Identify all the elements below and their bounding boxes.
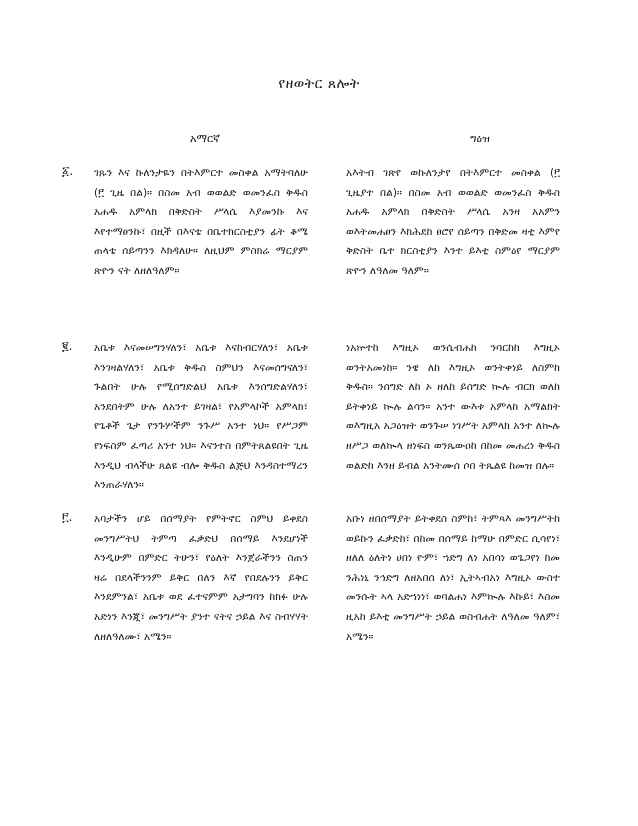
section-number: ፫. — [62, 510, 73, 524]
column-heading-amharic: አማርኛ — [189, 132, 221, 145]
section-number: ፪. — [62, 339, 73, 353]
page-title: የዘወትር ጸሎት — [278, 76, 360, 92]
section-number: ፩. — [62, 164, 74, 178]
geez-paragraph: ነአኵተከ እግዚኦ ወንሴብሐከ ንባርከከ እግዚኦ ወንትአመነከ። ንዌ ለከ እግዚኦ ወንትቀነይ ለስምከ ቅዱስ። ንሰግድ ለከ ኦ ዘለከ ይሰግድ ኲሉ ብርክ ወለከ ይትቀነይ ኲሉ ልሳን። አንተ ውእቱ አምላከ አማልክት ወእግዚአ አጋዕዝት ወንጉሠ ነገሥት አምላክ አንተ ለኲሉ ዘሥጋ ወለኲላ ዘነፍስ ወንጼውዐከ በከመ መሐረነ ቅዱስ ወልድከ እንዘ ይብል አንትሙሰ ሶበ ትጼልዩ ከመዝ በሉ። — [346, 342, 560, 472]
amharic-paragraph: አቤቱ እናመሠግንሃለን፣ አቤቱ እናከብርሃለን፣ አቤቱ እንገዛልሃለን፣ አቤቱ ቅዱስ ስምህን እናመሰግናለን፣ ጉልበት ሁሉ የሚሰግድልህ አቤቱ እንሰግድልሃለን፣ አንደበትም ሁሉ ለአንተ ይገዛል፣ የአምላኮች አምላክ፣ የጌቶች ጌታ የንጉሦችም ንጉሥ አንተ ነህ። የሥጋም የነፍስም ፈጣሪ አንተ ነህ። እናንተስ በምትጸልዩበት ጊዜ እንዲህ ብላችሁ ጸልዩ ብሎ ቅዱስ ልጅህ እንዳስተማረን እንጠራሃለን። — [94, 342, 308, 492]
amharic-paragraph: አባታችን ሆይ በሰማያት የምትኖር ስምህ ይቀደስ መንግሥትህ ትምጣ ፈቃድህ በሰማይ እንደሆነች እንዲሁም በምድር ትሁን፣ የዕለት እንጀራችንን ስጠን ዛሬ በደላችንንም ይቅር በለን እኛ የበደሉንን ይቅር እንደምንል፣ አቤቱ ወደ ፈተናምም አታግባን ከክፉ ሁሉ አድነን እንጂ፣ መንግሥት ያንተ ናትና ኃይል እና ስብሃሃት ለዘለዓለሙ፣ አሜን። — [94, 513, 308, 643]
geez-paragraph: አእትብ ገጽየ ወኩለንታየ በትእምርተ መስቀል (፫ ጊዜያተ በል)። በስመ አብ ወወልድ ወመንፈስ ቅዱስ አሐዱ አምላክ በቅድስት ሥላሴ አንዛ አአምን ወእትመሐፀን እክሕደከ ፀሮየ ሰይጣን በቅድመ ዛቲ እምየ ቅድስት ቤተ ክርስቲያን እንተ ይእቲ ስምዕየ ማርያም ጽዮን ለዓለመ ዓለም። — [346, 167, 560, 277]
column-heading-geez: ግዕዝ — [470, 132, 490, 145]
amharic-paragraph: ገጹን እና ኩለንታዬን በትእምርተ መስቀል አማትባለሁ (፫ ጊዜ በል)። በስመ አብ ወወልድ ወመንፈስ ቅዱስ አሐዱ አምላክ በቅድስት ሥላሴ እያመንኩ እና እየተማፀንኩ፣ በዚች በእናቴ በቤተክርስቲያን ፊት ቆሜ ጠላቴ ሰይጣንን እክዳለሁ። ለዚህም ምስክሬ ማርያም ጽዮን ናት ለዘለዓለም። — [94, 167, 308, 277]
geez-paragraph: አቡነ ዘበሰማያት ይትቀደስ ስምከ፣ ትምጻእ መንግሥትከ ወይኩን ፈቃድከ፣ በከመ በሰማይ ከማሁ በምድር ሲሳየነ፣ ዘለለ ዕለትነ ሀበነ ዮም፣ ኀድግ ለነ አበሳነ ወጌጋየነ ከመ ንሕነኒ ንኅድግ ለዘአበሰ ለነ፣ ኢትኣብአነ እግዚኦ ውስተ መንሱት ኣላ አድኀነነ፣ ወባልሐነ እምኲሉ እኩይ፣ እስመ ዚአከ ይእቲ መንግሥት ኃይል ወስብሐት ለዓለመ ዓለም፣ አሜን። — [346, 513, 560, 643]
